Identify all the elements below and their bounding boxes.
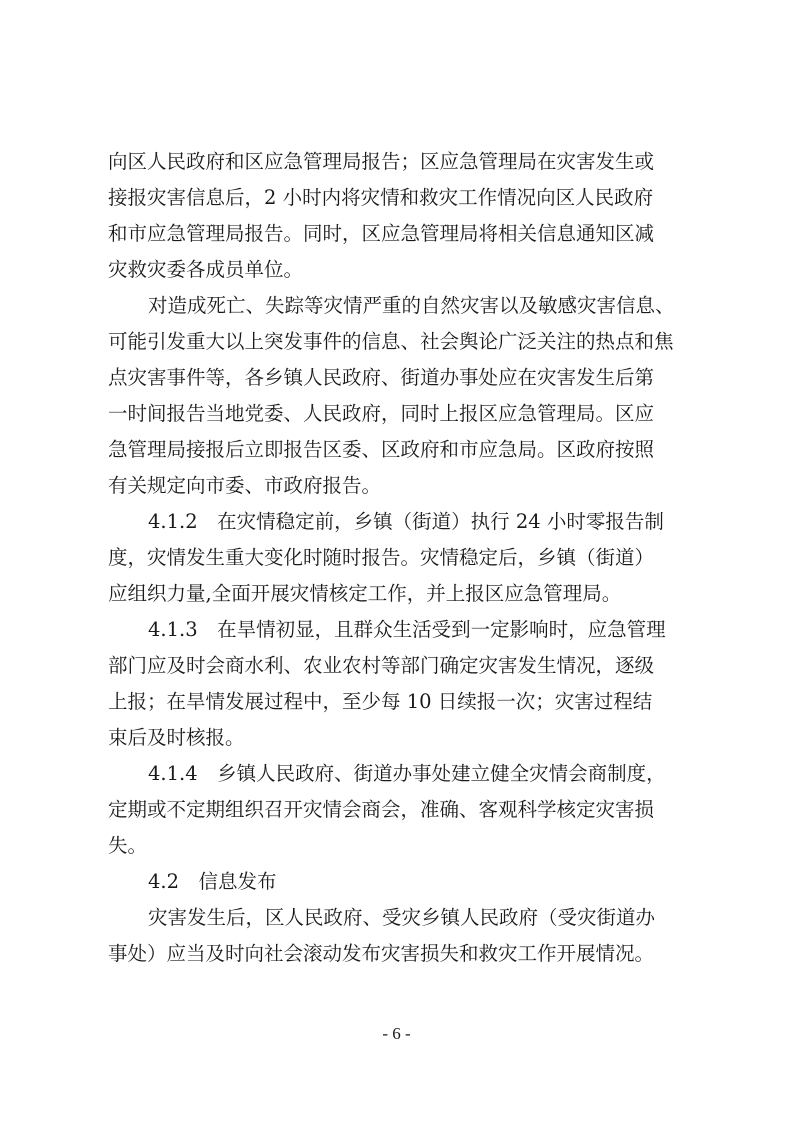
text-line: 失。	[108, 834, 148, 857]
text-line: 灾救灾委各成员单位。	[108, 258, 304, 281]
text-line: 事处）应当及时向社会滚动发布灾害损失和救灾工作开展情况。	[108, 942, 655, 965]
text-line: 定期或不定期组织召开灾情会商会，准确、客观科学核定灾害损	[108, 798, 655, 821]
text-line: 上报；在旱情发展过程中，至少每 10 日续报一次；灾害过程结	[108, 690, 653, 713]
section-4-1-3-line: 4.1.3 在旱情初显，且群众生活受到一定影响时，应急管理	[148, 618, 666, 641]
section-4-1-4-line: 4.1.4 乡镇人民政府、街道办事处建立健全灾情会商制度，	[148, 762, 666, 785]
text-line: 部门应及时会商水利、农业农村等部门确定灾害发生情况，逐级	[108, 654, 655, 677]
page-number: - 6 -	[382, 1024, 411, 1043]
section-4-1-2-line: 4.1.2 在灾情稳定前，乡镇（街道）执行 24 小时零报告制	[148, 510, 664, 533]
text-line: 灾害发生后，区人民政府、受灾乡镇人民政府（受灾街道办	[148, 906, 656, 929]
text-line: 对造成死亡、失踪等灾情严重的自然灾害以及敏感灾害信息、	[148, 294, 675, 317]
text-line: 接报灾害信息后，2 小时内将灾情和救灾工作情况向区人民政府	[108, 186, 654, 209]
text-line: 和市应急管理局报告。同时，区应急管理局将相关信息通知区减	[108, 222, 655, 245]
text-line: 有关规定向市委、市政府报告。	[108, 474, 382, 497]
text-line: 度，灾情发生重大变化时随时报告。灾情稳定后，乡镇（街道）	[108, 546, 655, 569]
text-line: 点灾害事件等，各乡镇人民政府、街道办事处应在灾害发生后第	[108, 366, 655, 389]
text-line: 向区人民政府和区应急管理局报告；区应急管理局在灾害发生或	[108, 150, 655, 173]
text-line: 可能引发重大以上突发事件的信息、社会舆论广泛关注的热点和焦	[108, 330, 674, 353]
document-body	[108, 144, 698, 972]
text-line: 应组织力量,全面开展灾情核定工作，并上报区应急管理局。	[108, 582, 622, 605]
section-heading-4-2: 4.2 信息发布	[148, 870, 277, 893]
text-line: 束后及时核报。	[108, 726, 245, 749]
text-line: 一时间报告当地党委、人民政府，同时上报区应急管理局。区应	[108, 402, 655, 425]
text-line: 急管理局接报后立即报告区委、区政府和市应急局。区政府按照	[108, 438, 655, 461]
